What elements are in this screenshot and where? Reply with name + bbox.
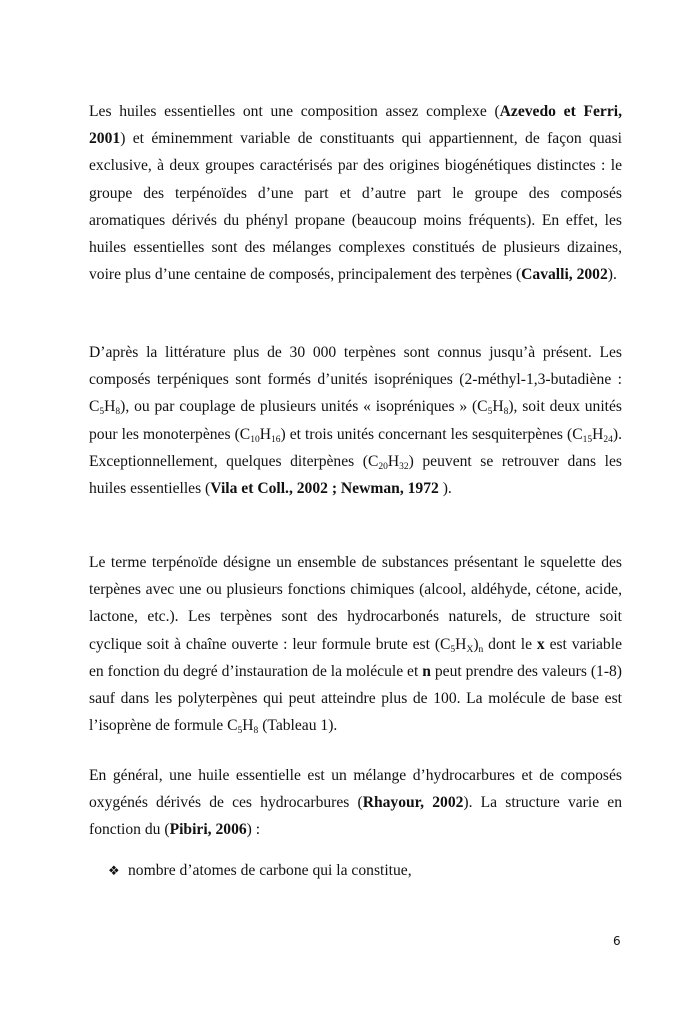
text-run: ). (438, 480, 452, 498)
subscript: 8 (115, 407, 121, 418)
text-run: ). Exceptionnellement, quelques diterpènes (C (89, 425, 622, 470)
bullet-text: nombre d’atomes de carbone qui la constitue, (128, 862, 412, 879)
text-run: ) (473, 635, 479, 653)
subscript: 24 (603, 434, 613, 445)
subscript: 5 (237, 726, 243, 737)
subscript: 5 (450, 644, 456, 655)
paragraph-4 (89, 762, 622, 844)
text-run: D’après la littérature plus de 30 000 terpènes sont connus jusqu’à présent. Les composés terpéniques sont formés d’unités isopréniques (2-méthyl-1,3-butadiène : C (89, 344, 622, 416)
subscript: 10 (250, 434, 260, 445)
subscript: 8 (503, 407, 509, 418)
text-run: H (387, 452, 400, 470)
text-run: H (104, 398, 116, 416)
citation: Cavalli, 2002 (521, 266, 608, 284)
text-run: peut prendre des valeurs (1-8) sauf dans les polyterpènes qui peut atteindre plus de 100. La molécule de base est l’isoprène de formule C (89, 662, 623, 735)
text-run: dont le (483, 635, 537, 653)
bold-variable: n (422, 662, 431, 680)
paragraph-2 (89, 339, 622, 502)
text-run: ) et éminemment variable de constituants qui appartiennent, de façon quasi exclusive, à deux groupes caractérisés par des origines biogénétiques distinctes : le groupe des terpénoïdes d’une part et d’autre part le groupe des composés aromatiques dérivés du phényl propane (beaucoup moins fréquents). En effet, les huiles essentielles sont des mélanges complexes constitués de plusieurs dizaines, voire plus d’une centaine de composés, principalement des terpènes ( (89, 130, 622, 284)
text-run: ). (607, 266, 617, 284)
text-run: ) peuvent se retrouver dans les huiles essentielles ( (89, 452, 622, 498)
subscript: 8 (253, 726, 259, 737)
citation: Rhayour, 2002 (362, 794, 464, 812)
bullet-list-item (108, 857, 412, 884)
citation: Vila et Coll., 2002 ; Newman, 1972 (210, 480, 439, 498)
citation: Azevedo et Ferri, 2001 (89, 103, 622, 148)
page-number: 6 (613, 934, 621, 948)
text-run: H (492, 398, 504, 416)
subscript: 20 (378, 461, 388, 472)
paragraph-3 (89, 549, 622, 739)
text-run: Les huiles essentielles ont une composition assez complexe ( (89, 103, 500, 120)
subscript: X (466, 644, 474, 655)
text-run: ) : (246, 821, 261, 839)
subscript: n (478, 644, 484, 655)
subscript: 32 (399, 461, 409, 472)
text-run: ), ou par couplage de plusieurs unités « isopréniques » (C (120, 398, 488, 416)
text-run: ). La structure varie en fonction du ( (89, 794, 622, 839)
text-run: ), soit deux unités pour les monoterpènes (C (89, 398, 622, 443)
text-run: est variable en fonction du degré d’instauration de la molécule et (89, 635, 622, 680)
diamond-bullet-icon: ❖ (108, 863, 120, 878)
text-run: ) et trois unités concernant les sesquiterpènes (C (280, 425, 583, 443)
text-run: Le terme terpénoïde désigne un ensemble de substances présentant le squelette des terpènes avec une ou plusieurs fonctions chimiques (alcool, aldéhyde, cétone, acide, lactone, etc.). Les terpènes sont des hydrocarbonés naturels, de structure soit cyclique soit à chaîne ouverte : leur formule brute est (C (89, 554, 622, 653)
subscript: 15 (582, 434, 593, 445)
text-run: En général, une huile essentielle est un mélange d’hydrocarbures et de composés oxygénés dérivés de ces hydrocarbures ( (89, 767, 622, 812)
citation: Pibiri, 2006 (169, 821, 247, 839)
paragraph-1 (89, 98, 622, 288)
bold-variable: x (536, 635, 545, 653)
text-run: H (592, 425, 604, 443)
subscript: 16 (270, 434, 281, 445)
subscript: 5 (487, 407, 493, 418)
text-run: H (455, 635, 467, 653)
subscript: 5 (99, 407, 105, 418)
text-run: H (242, 717, 254, 735)
text-run: H (259, 425, 271, 443)
text-run: (Tableau 1). (258, 717, 338, 735)
